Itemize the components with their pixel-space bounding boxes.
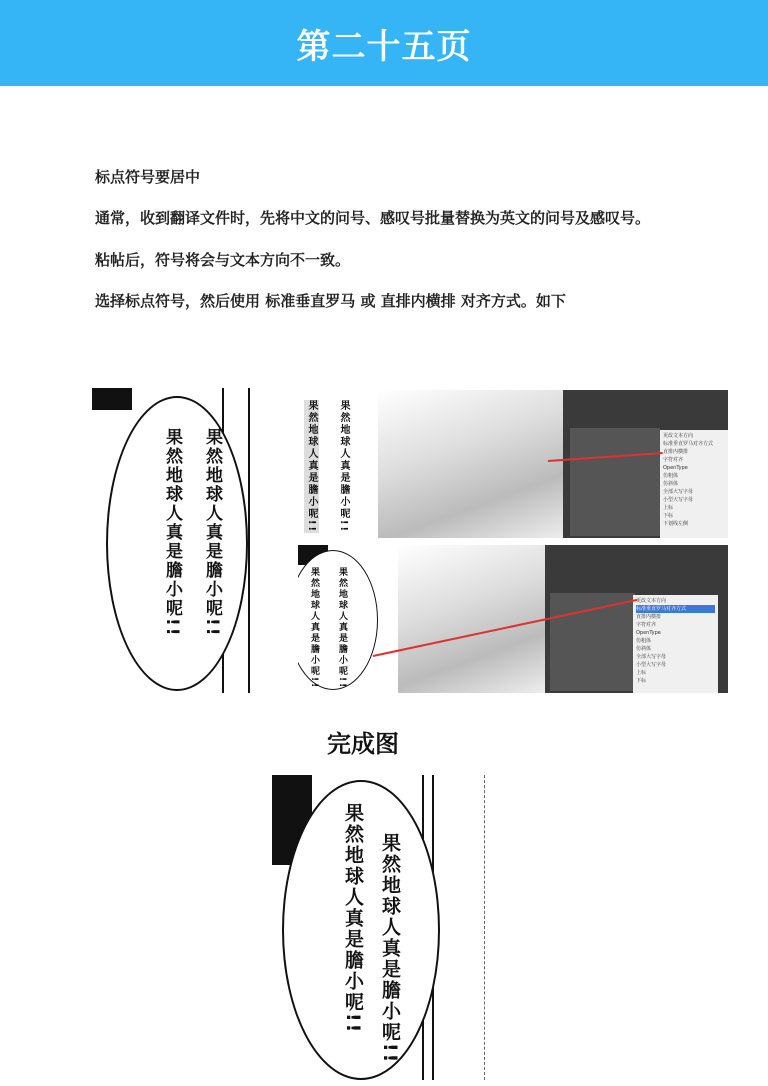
bubble-text: 果然地球人真是膽小呢!! — [309, 567, 319, 690]
menu-item[interactable]: 字符对齐 — [663, 457, 684, 463]
example-bubble-panel — [92, 388, 292, 693]
menu-item[interactable]: 全部大写字母 — [636, 654, 667, 660]
menu-item[interactable]: 仿粗体 — [663, 473, 679, 479]
bubble-text: 果然地球人真是膽小呢!! — [338, 400, 349, 534]
bubble-text: 果然地球人真是膽小呢!! — [342, 803, 364, 1035]
menu-item[interactable]: 全部大写字母 — [663, 489, 694, 495]
menu-item[interactable]: 字符对齐 — [636, 622, 657, 628]
menu-item[interactable]: 更改文本方向 — [663, 433, 694, 439]
text-line: 通常，收到翻译文件时，先将中文的问号、感叹号批量替换为英文的问号及感叹号。 — [95, 209, 651, 227]
menu-item[interactable]: 下标 — [636, 678, 647, 684]
menu-item[interactable]: 小型大写字母 — [663, 497, 694, 503]
photoshop-screenshot-before — [298, 390, 728, 538]
menu-item[interactable]: 仿斜体 — [663, 481, 679, 487]
text-line: 粘帖后，符号将会与文本方向不一致。 — [95, 251, 351, 269]
photoshop-screenshot-after — [298, 545, 728, 693]
menu-item[interactable]: 直排内横排 — [663, 449, 689, 455]
menu-item[interactable]: 标准垂直罗马对齐方式 — [663, 441, 714, 447]
bubble-text: 果然地球人真是膽小呢!! — [162, 428, 182, 638]
menu-item[interactable]: 上标 — [663, 505, 674, 511]
text-line: 选择标点符号，然后使用 标准垂直罗马 或 直排内横排 对齐方式。如下 — [95, 292, 566, 310]
result-image — [272, 775, 522, 1080]
page-title: 第二十五页 — [296, 26, 472, 67]
menu-item[interactable]: 仿粗体 — [636, 638, 652, 644]
menu-item[interactable]: 标准垂直罗马对齐方式 — [636, 605, 715, 613]
context-menu — [633, 595, 718, 693]
menu-section: OpenType — [663, 465, 688, 471]
text-line-heading: 标点符号要居中 — [95, 168, 201, 186]
menu-item[interactable]: 上标 — [636, 670, 647, 676]
bubble-text: 果然地球人真是膽小呢!! — [379, 833, 401, 1065]
menu-item[interactable]: 更改文本方向 — [636, 598, 667, 604]
menu-item[interactable]: 仿斜体 — [636, 646, 652, 652]
bubble-text: 果然地球人真是膽小呢!! — [306, 400, 317, 534]
bubble-text: 果然地球人真是膽小呢!! — [202, 428, 222, 638]
bubble-text: 果然地球人真是膽小呢!! — [337, 567, 347, 690]
context-menu — [660, 430, 728, 538]
menu-item[interactable]: 小型大写字母 — [636, 662, 667, 668]
menu-item[interactable]: 直排内横排 — [636, 614, 662, 620]
page-header — [0, 0, 768, 86]
result-caption: 完成图 — [327, 730, 399, 758]
menu-item[interactable]: 下标 — [663, 513, 674, 519]
menu-section: OpenType — [636, 630, 661, 636]
menu-item[interactable]: 下划线左侧 — [663, 521, 689, 527]
